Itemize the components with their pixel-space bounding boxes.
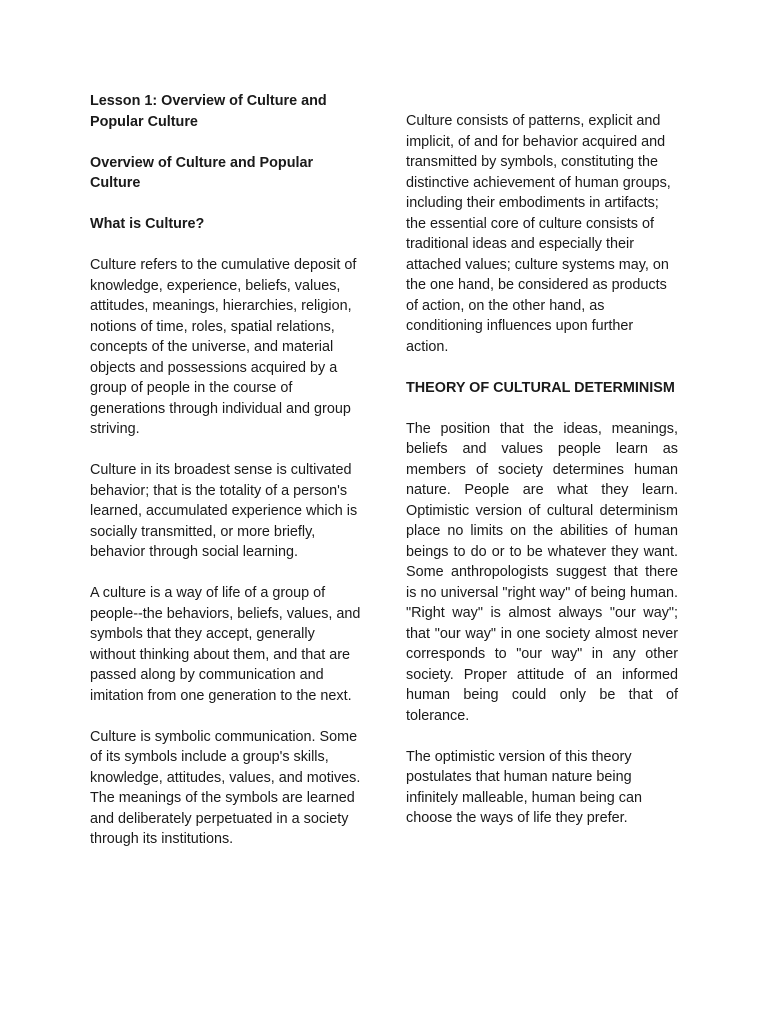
- paragraph-way-of-life: A culture is a way of life of a group of people--the behaviors, beliefs, values, and symbols that they accept, generally without thinking about them, and that are passed along by communication and imitation from one generation to the next.: [90, 585, 361, 704]
- section-title: Overview of Culture and Popular Culture: [90, 154, 314, 191]
- paragraph-symbolic-communication: Culture is symbolic communication. Some of its symbols include a group's skills, knowledge, attitudes, values, and motives. The meanings of the symbols are learned and deliberately perpetuated in a society through its institutions.: [90, 728, 361, 847]
- paragraph-culture-patterns: Culture consists of patterns, explicit and implicit, of and for behavior acquired and transmitted by symbols, constituting the distinctive achievement of human groups, including their embodiments in artifacts; the essential core of culture consists of traditional ideas and especially their attached values; culture systems may, on the one hand, be considered as products of action, on the other hand, as conditioning influences upon further action.: [406, 113, 671, 355]
- right-column: [406, 111, 678, 849]
- paragraph-cultivated-behavior: Culture in its broadest sense is cultivated behavior; that is the totality of a person's learned, accumulated experience which is socially transmitted, or more briefly, behavior through social learning.: [90, 462, 358, 560]
- lesson-title: Lesson 1: Overview of Culture and Popular Culture: [90, 93, 327, 130]
- left-column: [90, 91, 362, 870]
- paragraph-optimistic-version: The optimistic version of this theory postulates that human nature being infinitely malleable, human being can choose the ways of life they prefer.: [406, 748, 642, 826]
- paragraph-cultural-determinism: The position that the ideas, meanings, beliefs and values people learn as members of society determines human nature. People are what they learn. Optimistic version of cultural determinism place no limits on the abilities of human beings to do or to be whatever they want. Some anthropologists suggest that there is no universal "right way" of being human. "Right way" is almost always "our way"; that "our way" in one society almost never corresponds to "our way" in any other society. Proper attitude of an informed human being could only be that of tolerance.: [406, 420, 678, 724]
- question-heading: What is Culture?: [90, 216, 205, 232]
- theory-heading: THEORY OF CULTURAL DETERMINISM: [406, 379, 675, 396]
- paragraph-culture-definition: Culture refers to the cumulative deposit of knowledge, experience, beliefs, values, attitudes, meanings, hierarchies, religion, notions of time, roles, spatial relations, concepts of the universe, and material objects and possessions acquired by a group of people in the course of generations through individual and group striving.: [90, 257, 357, 437]
